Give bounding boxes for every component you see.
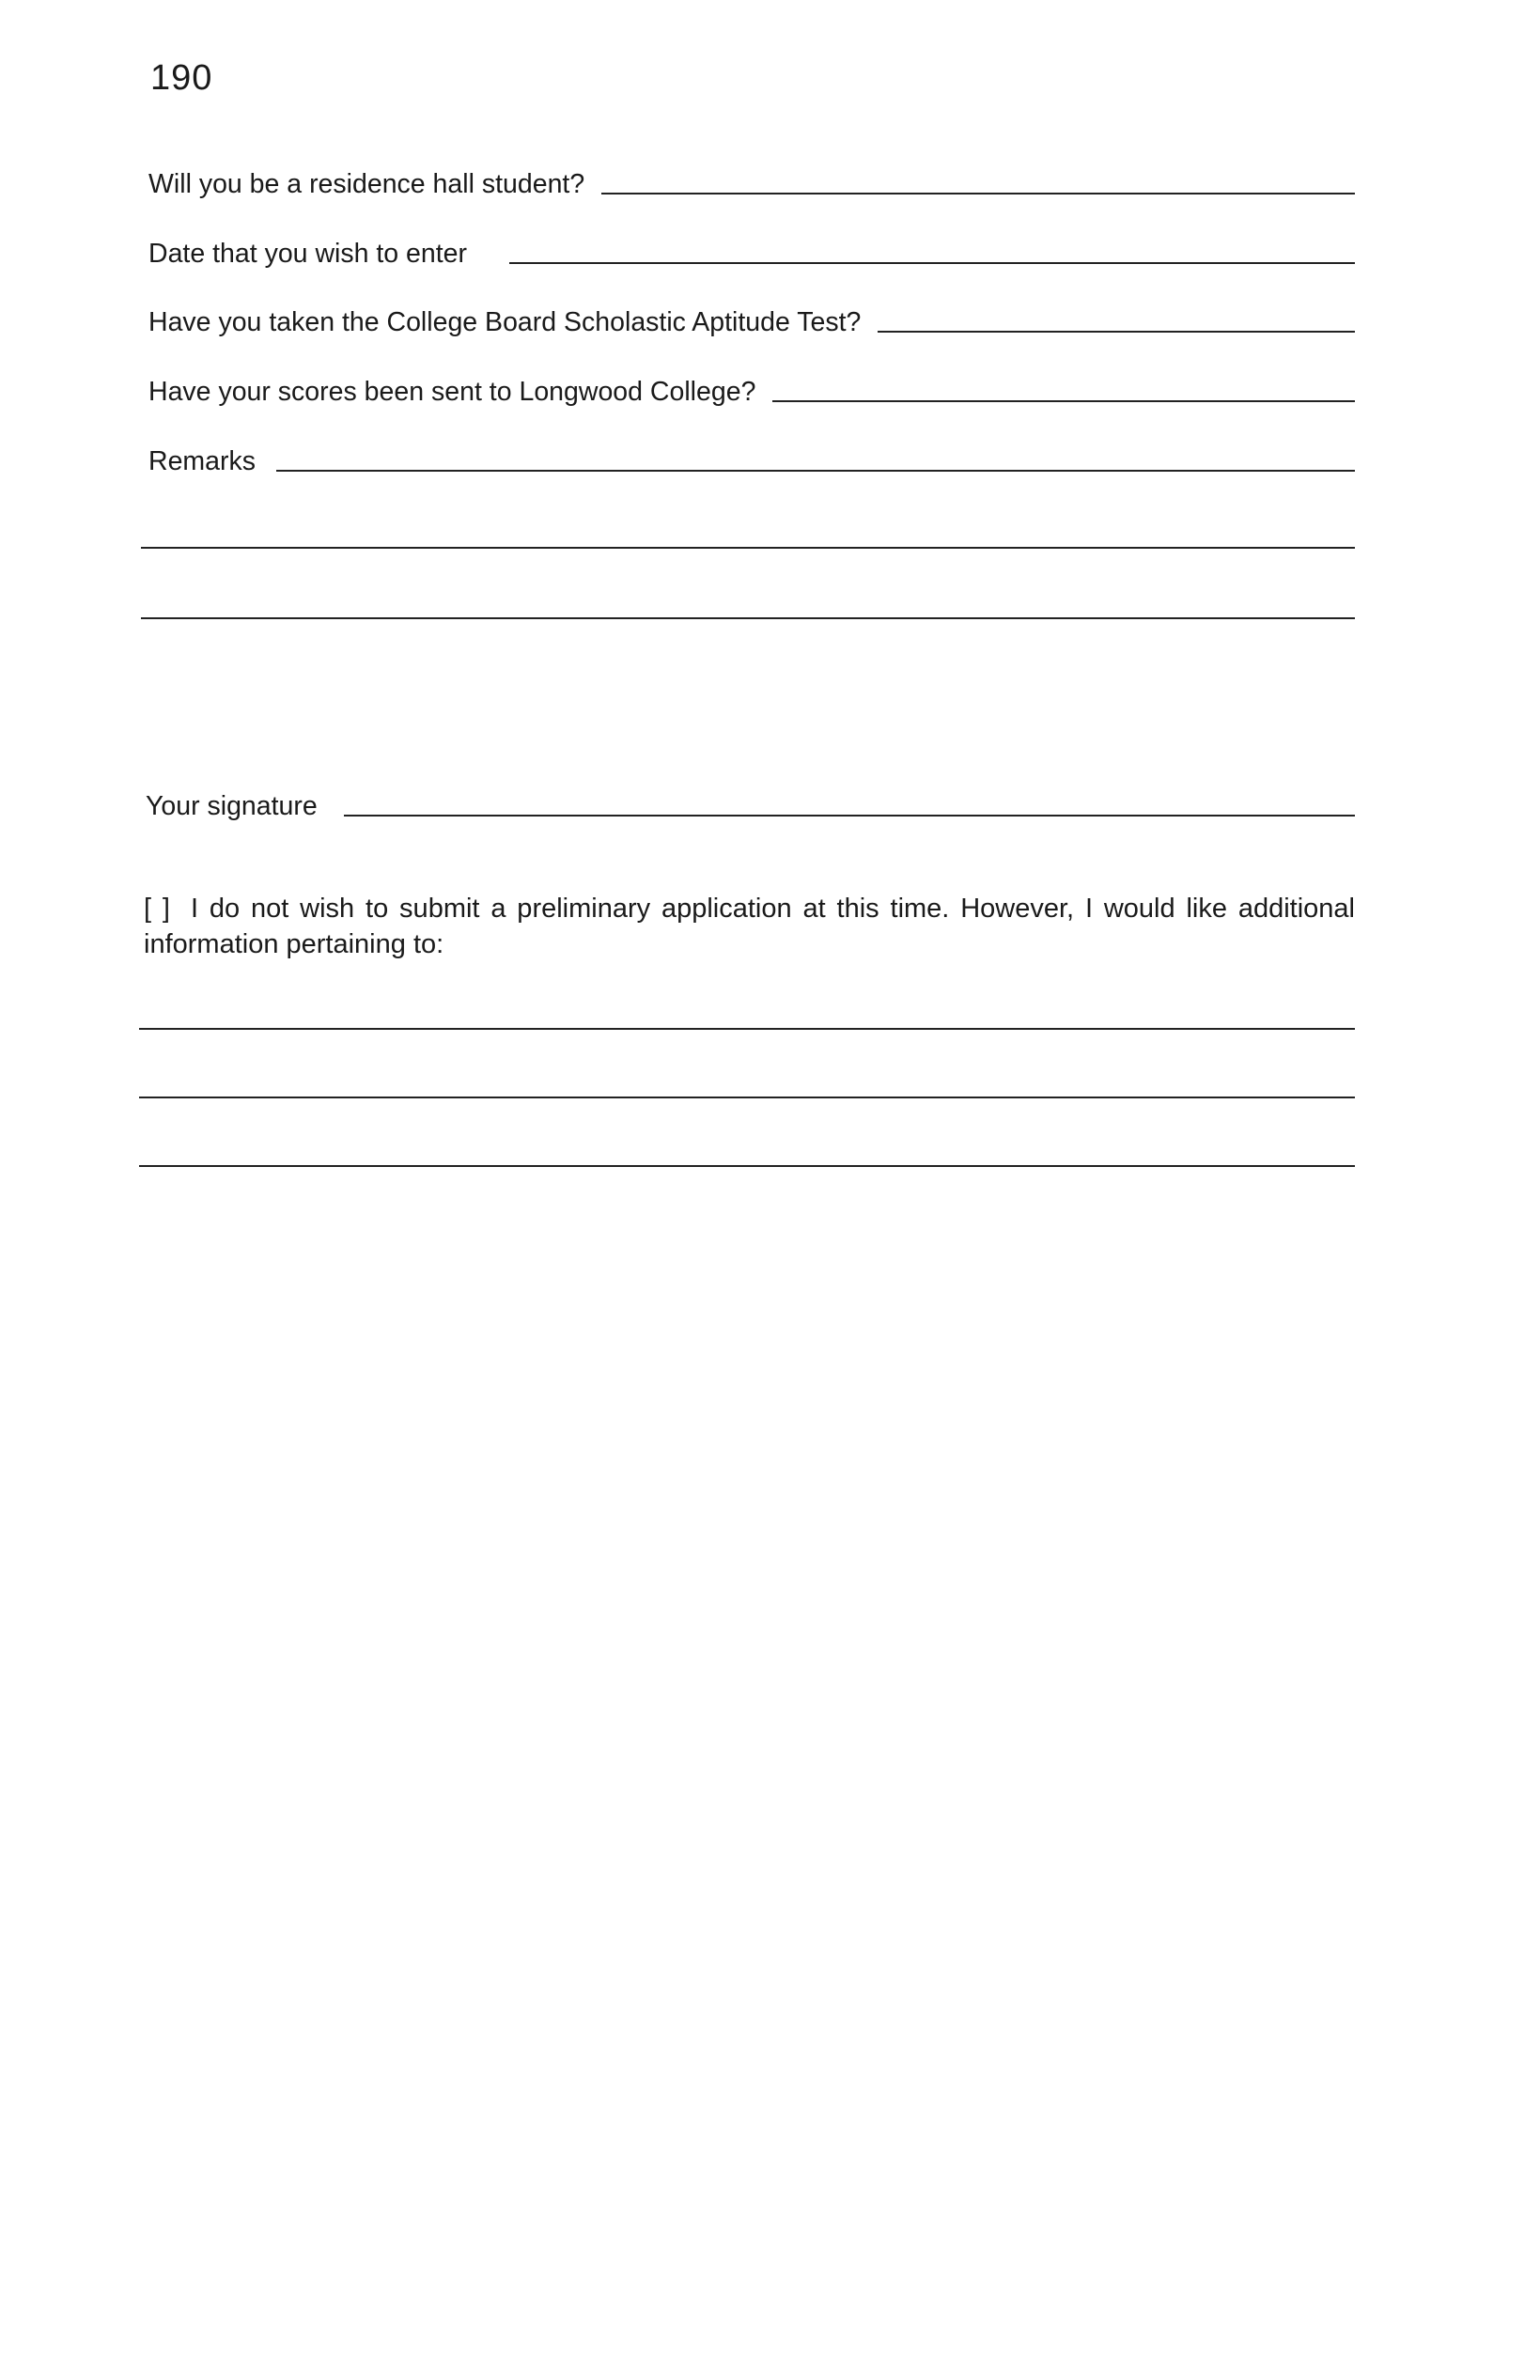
residence-hall-answer-line[interactable]	[601, 192, 1355, 194]
scores-sent-label: Have your scores been sent to Longwood College?	[148, 377, 756, 407]
signature-field	[146, 791, 1355, 822]
info-request-line[interactable]	[139, 1097, 1355, 1098]
remarks-continuation-line[interactable]	[141, 547, 1355, 549]
sat-taken-answer-line[interactable]	[878, 330, 1355, 333]
signature-label: Your signature	[146, 791, 318, 821]
scores-sent-field	[148, 377, 1355, 408]
entry-date-label: Date that you wish to enter	[148, 239, 468, 269]
sat-taken-label: Have you taken the College Board Scholastic Aptitude Test?	[148, 307, 862, 337]
info-request-checkbox[interactable]: [ ]	[144, 894, 170, 924]
entry-date-answer-line[interactable]	[509, 261, 1355, 264]
remarks-answer-line[interactable]	[276, 469, 1355, 472]
entry-date-field	[148, 239, 1355, 270]
scores-sent-answer-line[interactable]	[772, 399, 1355, 402]
page-number: 190	[150, 58, 213, 98]
remarks-continuation-line[interactable]	[141, 617, 1355, 619]
sat-taken-field	[148, 307, 1355, 338]
info-request-text: I do not wish to submit a preliminary application at this time. However, I would like additional information pertaining to:	[144, 894, 1355, 959]
remarks-label: Remarks	[148, 446, 257, 476]
info-request-line[interactable]	[139, 1165, 1355, 1167]
info-request-paragraph	[144, 891, 1355, 962]
signature-line[interactable]	[344, 814, 1355, 817]
residence-hall-field	[148, 169, 1355, 200]
residence-hall-label: Will you be a residence hall student?	[148, 169, 585, 199]
remarks-field	[148, 446, 1355, 477]
info-request-line[interactable]	[139, 1028, 1355, 1030]
